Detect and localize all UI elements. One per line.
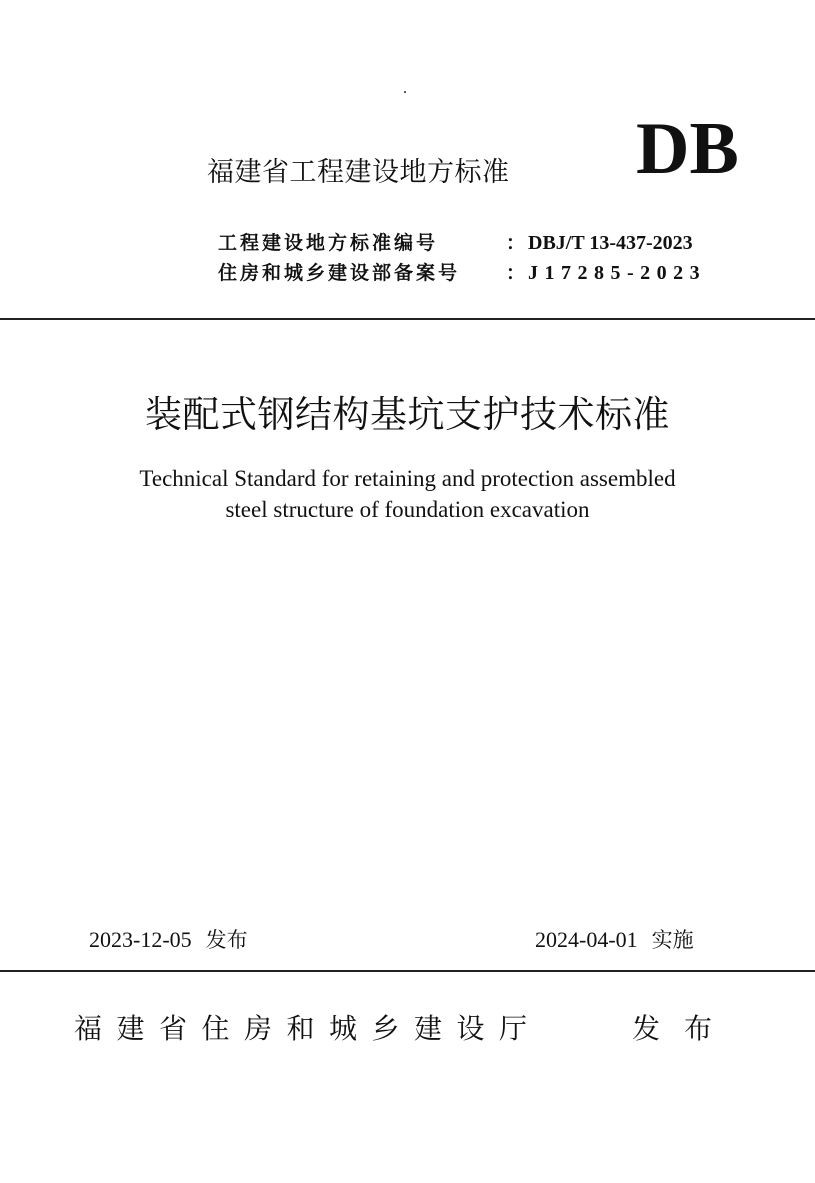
effective-date-block [535, 924, 694, 954]
standard-number-label: 工程建设地方标准编号 [218, 232, 439, 254]
publish-date-block [89, 924, 248, 954]
publish-label: 发布 [205, 928, 248, 952]
document-title-chinese: 装配式钢结构基坑支护技术标准 [145, 393, 670, 436]
header-dot: . [403, 80, 407, 97]
top-divider [0, 318, 815, 320]
record-number-row [218, 258, 706, 285]
standard-number-colon: ： [506, 232, 526, 254]
publisher-name: 福建省住房和城乡建设厅 [74, 1012, 542, 1045]
publisher-action: 发布 [632, 1012, 737, 1045]
record-number-colon: ： [506, 262, 526, 284]
record-number-label: 住房和城乡建设部备案号 [218, 262, 461, 284]
bottom-divider [0, 970, 815, 972]
english-title-line-2: steel structure of foundation excavation [225, 497, 590, 522]
standard-number-value: DBJ/T 13-437-2023 [528, 232, 693, 254]
provincial-standard-title: 福建省工程建设地方标准 [207, 157, 510, 188]
publish-date: 2023-12-05 [89, 927, 192, 952]
document-title-english [0, 463, 815, 525]
db-standard-mark: DB [636, 108, 739, 190]
effective-label: 实施 [651, 928, 694, 952]
english-title-line-1: Technical Standard for retaining and protection assembled [139, 466, 676, 491]
standard-number-row [218, 228, 693, 255]
record-number-value: J17285-2023 [528, 262, 707, 284]
effective-date: 2024-04-01 [535, 927, 638, 952]
